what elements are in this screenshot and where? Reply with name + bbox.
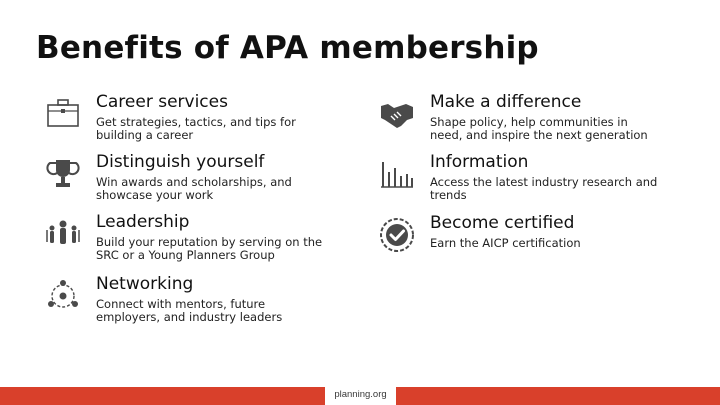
- trophy-icon: [45, 156, 81, 192]
- bar-chart-icon: [379, 156, 415, 192]
- footer-bar: [0, 387, 720, 405]
- benefit-heading: Become certified: [430, 213, 575, 233]
- certified-badge-icon: [379, 217, 415, 253]
- network-icon: [45, 278, 81, 314]
- handshake-icon: [379, 96, 415, 132]
- benefit-heading: Make a difference: [430, 92, 582, 112]
- slide-title: Benefits of APA membership: [36, 30, 539, 66]
- benefit-description: Shape policy, help communities in need, and inspire the next generation: [430, 115, 648, 142]
- benefit-heading: Information: [430, 152, 529, 172]
- benefit-description: Earn the AICP certification: [430, 236, 581, 250]
- footer-site-link[interactable]: planning.org: [334, 389, 387, 400]
- benefit-description: Get strategies, tactics, and tips for building a career: [96, 115, 296, 142]
- benefit-description: Win awards and scholarships, and showcase your work: [96, 175, 292, 202]
- benefit-description: Connect with mentors, future employers, and industry leaders: [96, 297, 283, 324]
- benefit-heading: Networking: [96, 274, 194, 294]
- benefit-description: Build your reputation by serving on the SRC or a Young Planners Group: [96, 235, 323, 262]
- benefit-heading: Leadership: [96, 212, 190, 232]
- leadership-icon: [45, 216, 81, 252]
- briefcase-icon: [45, 96, 81, 132]
- benefit-heading: Career services: [96, 92, 228, 112]
- footer-logo-box: [325, 387, 396, 405]
- benefit-description: Access the latest industry research and trends: [430, 175, 658, 202]
- benefit-heading: Distinguish yourself: [96, 152, 265, 172]
